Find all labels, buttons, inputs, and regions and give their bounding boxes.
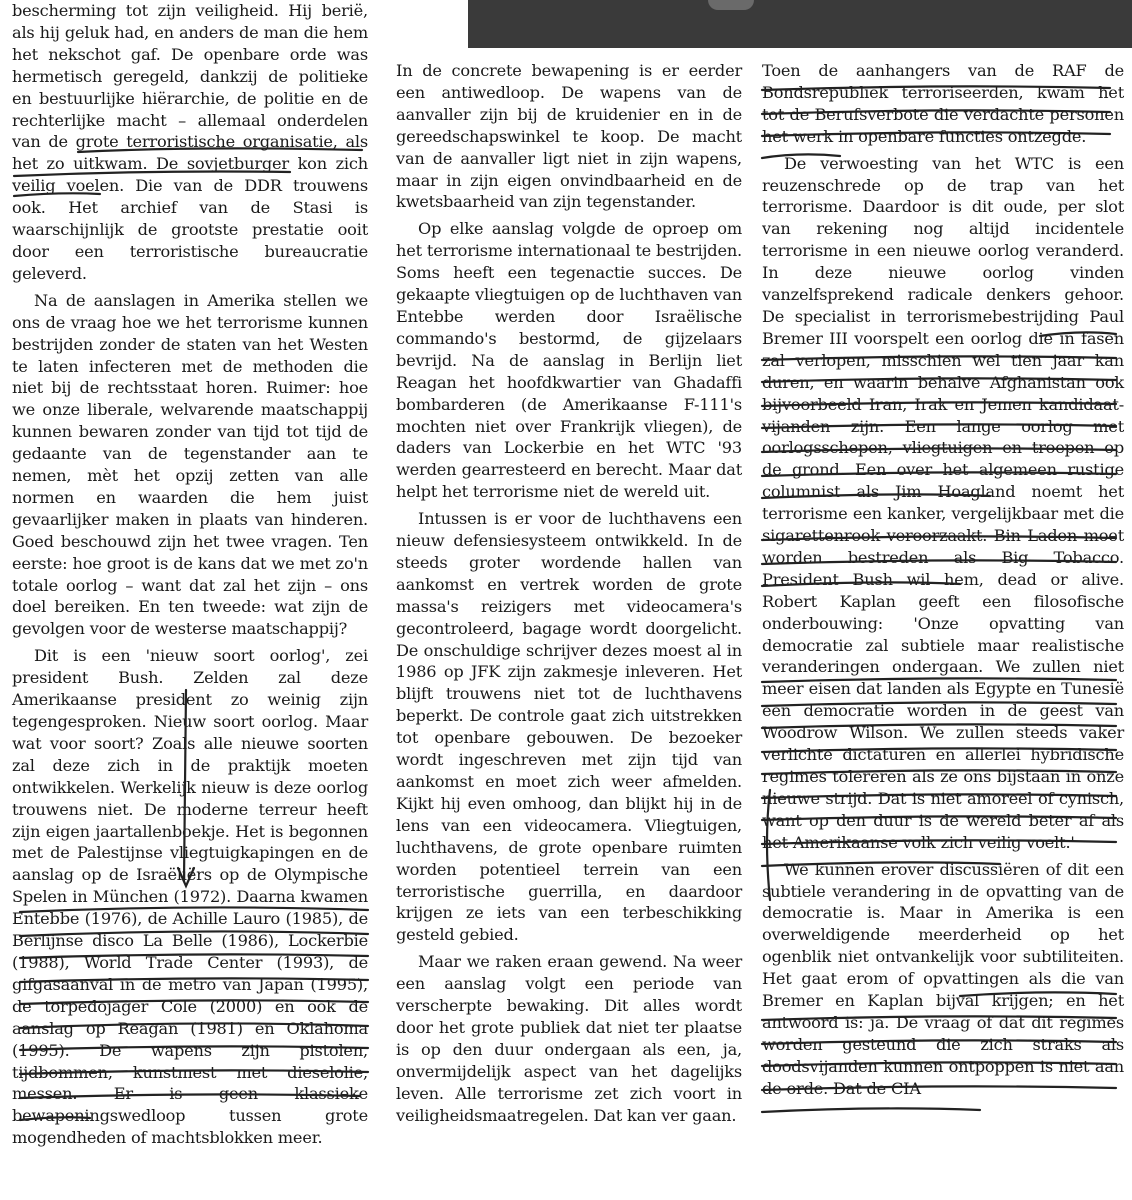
paragraph: bescherming tot zijn veiligheid. Hij berië, als hij geluk had, en anders de man die hem het nekschot gaf. De openbare orde was hermetisch geregeld, dankzij de politieke en bestuurlijke hiërarchie, de politie en de rechterlijke macht – allemaal onderdelen van de grote terroristische organisatie, als het zo uitkwam. De sovjetburger kon zich veilig voelen. Die van de DDR trouwens ook. Het archief van de Stasi is waarschijnlijk de grootste prestatie ooit door een terroristische bureaucratie geleverd.: [12, 1, 368, 283]
paragraph: Maar we raken eraan gewend. Na weer een aanslag volgt een periode van verscherpte bewaking. Dit alles wordt door het grote publiek dat niet ter plaatse is op den duur ondergaan als een, ja, onvermijdelijk aspect van het dagelijks leven. Alle terrorisme zet zich voort in veiligheidsmaatregelen. Dat kan ver gaan.: [396, 952, 742, 1125]
photo-fragment: [468, 0, 1132, 48]
paragraph: Toen de aanhangers van de RAF de Bondsrepubliek terroriseerden, kwam het tot de Berufsverbote die verdachte personen het werk in openbare functies ontzegde.: [762, 61, 1124, 146]
article-column-1: [12, 0, 368, 1149]
photo-detail: [708, 0, 754, 10]
article-column-2: [396, 60, 742, 1127]
paragraph: De verwoesting van het WTC is een reuzenschrede op de trap van het terrorisme. Daardoor is dit oude, per slot van rekening nog altijd incidentele terrorisme in een nieuwe oorlog veranderd. In deze nieuwe oorlog vinden vanzelfsprekend radicale denkers gehoor. De specialist in terrorismebestrijding Paul Bremer III voorspelt een oorlog die in fasen zal verlopen, misschien wel tien jaar kan duren, en waarin behalve Afghanistan ook bijvoorbeeld Iran, Irak en Jemen kandidaat-vijanden zijn. Een lange oorlog met oorlogsschepen, vliegtuigen en troepen op de grond. Een over het algemeen rustige columnist als Jim Hoagland noemt het terrorisme een kanker, vergelijkbaar met die sigarettenrook veroorzaakt. Bin Laden moet worden bestreden als Big Tobacco. President Bush wil hem, dead or alive. Robert Kaplan geeft een filosofische onderbouwing: 'Onze opvatting van democratie zal subtiele maar realistische veranderingen ondergaan. We zullen niet meer eisen dat landen als Egypte en Tunesië een democratie worden in de geest van Woodrow Wilson. We zullen steeds vaker verlichte dictaturen en allerlei hybridische regimes tolereren als ze ons bijstaan in onze nieuwe strijd. Dat is niet amoreel of cynisch, want op den duur is de wereld beter af als het Amerikaanse volk zich veilig voelt.': [762, 153, 1124, 852]
paragraph: Dit is een 'nieuw soort oorlog', zei president Bush. Zelden zal deze Amerikaanse president zo weinig zijn tegengesproken. Nieuw soort oorlog. Maar wat voor soort? Zoals alle nieuwe soorten zal deze zich in de praktijk moeten ontwikkelen. Werkelijk nieuw is deze oorlog trouwens niet. De moderne terreur heeft zijn eigen jaartallenboekje. Het is begonnen met de Palestijnse vliegtuigkapingen en de aanslag op de Israëliërs op de Olympische Spelen in München (1972). Daarna kwamen Entebbe (1976), de Achille Lauro (1985), de Berlijnse disco La Belle (1986), Lockerbie (1988), World Trade Center (1993), de gifgasaanval in de metro van Japan (1995), de torpedojager Cole (2000) en ook de aanslag op Reagan (1981) en Oklahoma (1995). De wapens zijn pistolen, tijdbommen, kunstmest met dieselolie, messen. Er is geen klassieke bewapeningswedloop tussen grote mogendheden of machtsblokken meer.: [12, 646, 368, 1148]
paragraph: Intussen is er voor de luchthavens een nieuw defensiesysteem ontwikkeld. In de steeds groter wordende hallen van aankomst en vertrek worden de grote massa's reizigers met videocamera's gecontroleerd, bagage wordt doorgelicht. De onschuldige schrijver dezes moest al in 1986 op JFK zijn zakmesje inleveren. Het blijft trouwens niet tot de luchthavens beperkt. De controle gaat zich uitstrekken tot openbare gebouwen. De bezoeker wordt ingeschreven met zijn tijd van aankomst en moet zich weer afmelden. Kijkt hij even omhoog, dan blijkt hij in de lens van een videocamera. Vliegtuigen, luchthavens, de grote openbare ruimten worden potentieel terrein van een terroristische guerrilla, en daardoor krijgen ze iets van een terbeschikking gesteld gebied.: [396, 509, 742, 945]
paragraph: We kunnen erover discussiëren of dit een subtiele verandering in de opvatting van de democratie is. Maar in Amerika is een overweldigende meerderheid op het ogenblik niet ontvankelijk voor subtiliteiten. Het gaat erom of opvattingen als die van Bremer en Kaplan bijval krijgen; en het antwoord is: ja. De vraag of dat dit regimes worden gesteund die zich straks als doodsvijanden kunnen ontpoppen is niet aan de orde. Dat de CIA: [762, 859, 1124, 1098]
paragraph: Op elke aanslag volgde de oproep om het terrorisme internationaal te bestrijden. Soms heeft een tegenactie succes. De gekaapte vliegtuigen op de luchthaven van Entebbe werden door Israëlische commando's bestormd, de gijzelaars bevrijd. Na de aanslag in Berlijn liet Reagan het hoofdkwartier van Ghadaffi bombarderen (de Amerikaanse F-111's mochten niet over Frankrijk vliegen), de daders van Lockerbie en het WTC '93 werden gearresteerd en berecht. Maar dat helpt het terrorisme niet de wereld uit.: [396, 219, 742, 502]
paragraph: In de concrete bewapening is er eerder een antiwedloop. De wapens van de aanvaller zijn bij de kruidenier en in de gereedschapswinkel te koop. De macht van de aanvaller ligt niet in zijn wapens, maar in zijn eigen onvindbaarheid en de kwetsbaarheid van zijn tegenstander.: [396, 61, 742, 212]
paragraph: Na de aanslagen in Amerika stellen we ons de vraag hoe we het terrorisme kunnen bestrijden zonder de staten van het Westen te laten infecteren met de methoden die niet bij de rechtsstaat horen. Ruimer: hoe we onze liberale, welvarende maatschappij kunnen bewaren zonder van tijd tot tijd de gedaante van de tegenstander aan te nemen, mèt het opzij zetten van alle normen en waarden die hem juist gevaarlijker maken in plaats van hinderen. Goed beschouwd zijn het twee vragen. Ten eerste: hoe groot is de kans dat we met zo'n totale oorlog – want dat zal het zijn – ons doel bereiken. En ten tweede: wat zijn de gevolgen voor de westerse maatschappij?: [12, 290, 368, 639]
underline-mark: [762, 1108, 980, 1112]
article-column-3: [762, 60, 1124, 1100]
